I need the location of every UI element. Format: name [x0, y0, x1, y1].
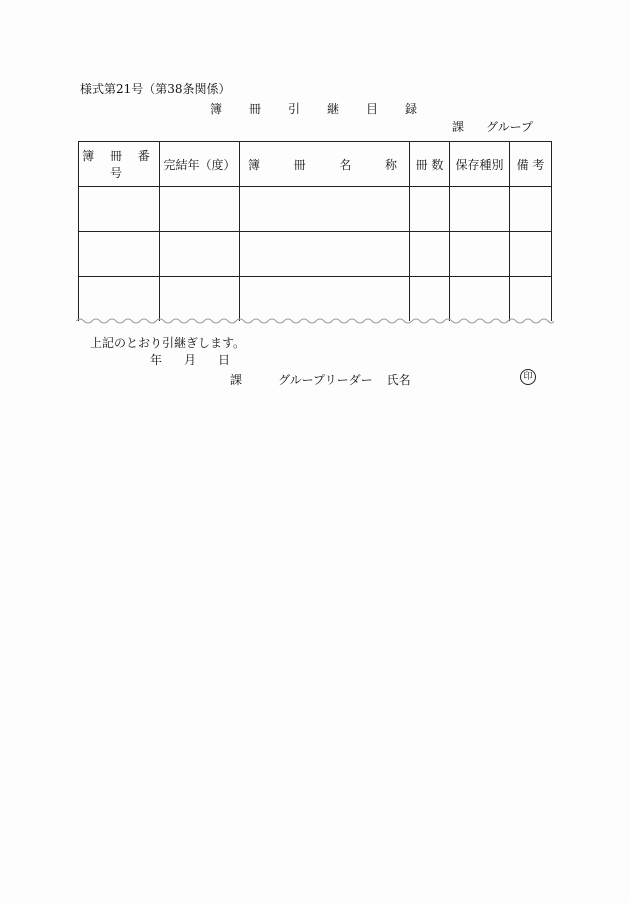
header-remarks: 備 考 [510, 142, 552, 187]
ledger-table [78, 141, 552, 321]
table-cell [510, 232, 552, 277]
table-row [79, 187, 552, 232]
signature-ka: 課 [230, 373, 243, 387]
date-year: 年 [150, 353, 163, 367]
title-char: 引 [288, 102, 301, 116]
header-volume-count: 冊 数 [410, 142, 450, 187]
signature-role: グループリーダー [278, 373, 373, 387]
title-char: 目 [366, 102, 379, 116]
header-completed-year: 完結年（度） [160, 142, 240, 187]
title-char: 簿 [210, 102, 223, 116]
table-cell [160, 232, 240, 277]
table-header-row [79, 142, 552, 187]
header-book-name: 簿 冊 名 称 [240, 142, 410, 187]
table-row [79, 277, 552, 322]
table-cell [79, 277, 160, 322]
table-cell [450, 232, 510, 277]
table-cell [510, 277, 552, 322]
table-cell [160, 277, 240, 322]
form-number: 様式第21号（第38条関係） [80, 82, 231, 96]
table-cell [410, 187, 450, 232]
document-title [210, 100, 444, 117]
signature-line [230, 371, 411, 388]
table-cell [240, 187, 410, 232]
header-book-number: 簿 冊 番 号 [79, 142, 160, 187]
date-line [150, 351, 230, 368]
table-row [79, 232, 552, 277]
table-break-wavy-line [76, 317, 554, 325]
header-retention-type: 保存種別 [450, 142, 510, 187]
title-char: 継 [327, 102, 340, 116]
date-day: 日 [218, 353, 231, 367]
table-cell [450, 277, 510, 322]
section-line [452, 118, 533, 135]
date-month: 月 [184, 353, 197, 367]
seal-mark: 印 [520, 369, 536, 385]
section-ka: 課 [452, 120, 465, 134]
signature-name-label: 氏名 [386, 373, 411, 387]
table-cell [450, 187, 510, 232]
title-char: 録 [405, 102, 418, 116]
table-cell [510, 187, 552, 232]
table-cell [240, 232, 410, 277]
table-cell [410, 277, 450, 322]
title-char: 冊 [249, 102, 262, 116]
section-group: グループ [486, 120, 534, 134]
table-cell [160, 187, 240, 232]
handover-note: 上記のとおり引継ぎします。 [90, 336, 246, 350]
table-cell [79, 187, 160, 232]
table-cell [79, 232, 160, 277]
table-cell [240, 277, 410, 322]
table-cell [410, 232, 450, 277]
